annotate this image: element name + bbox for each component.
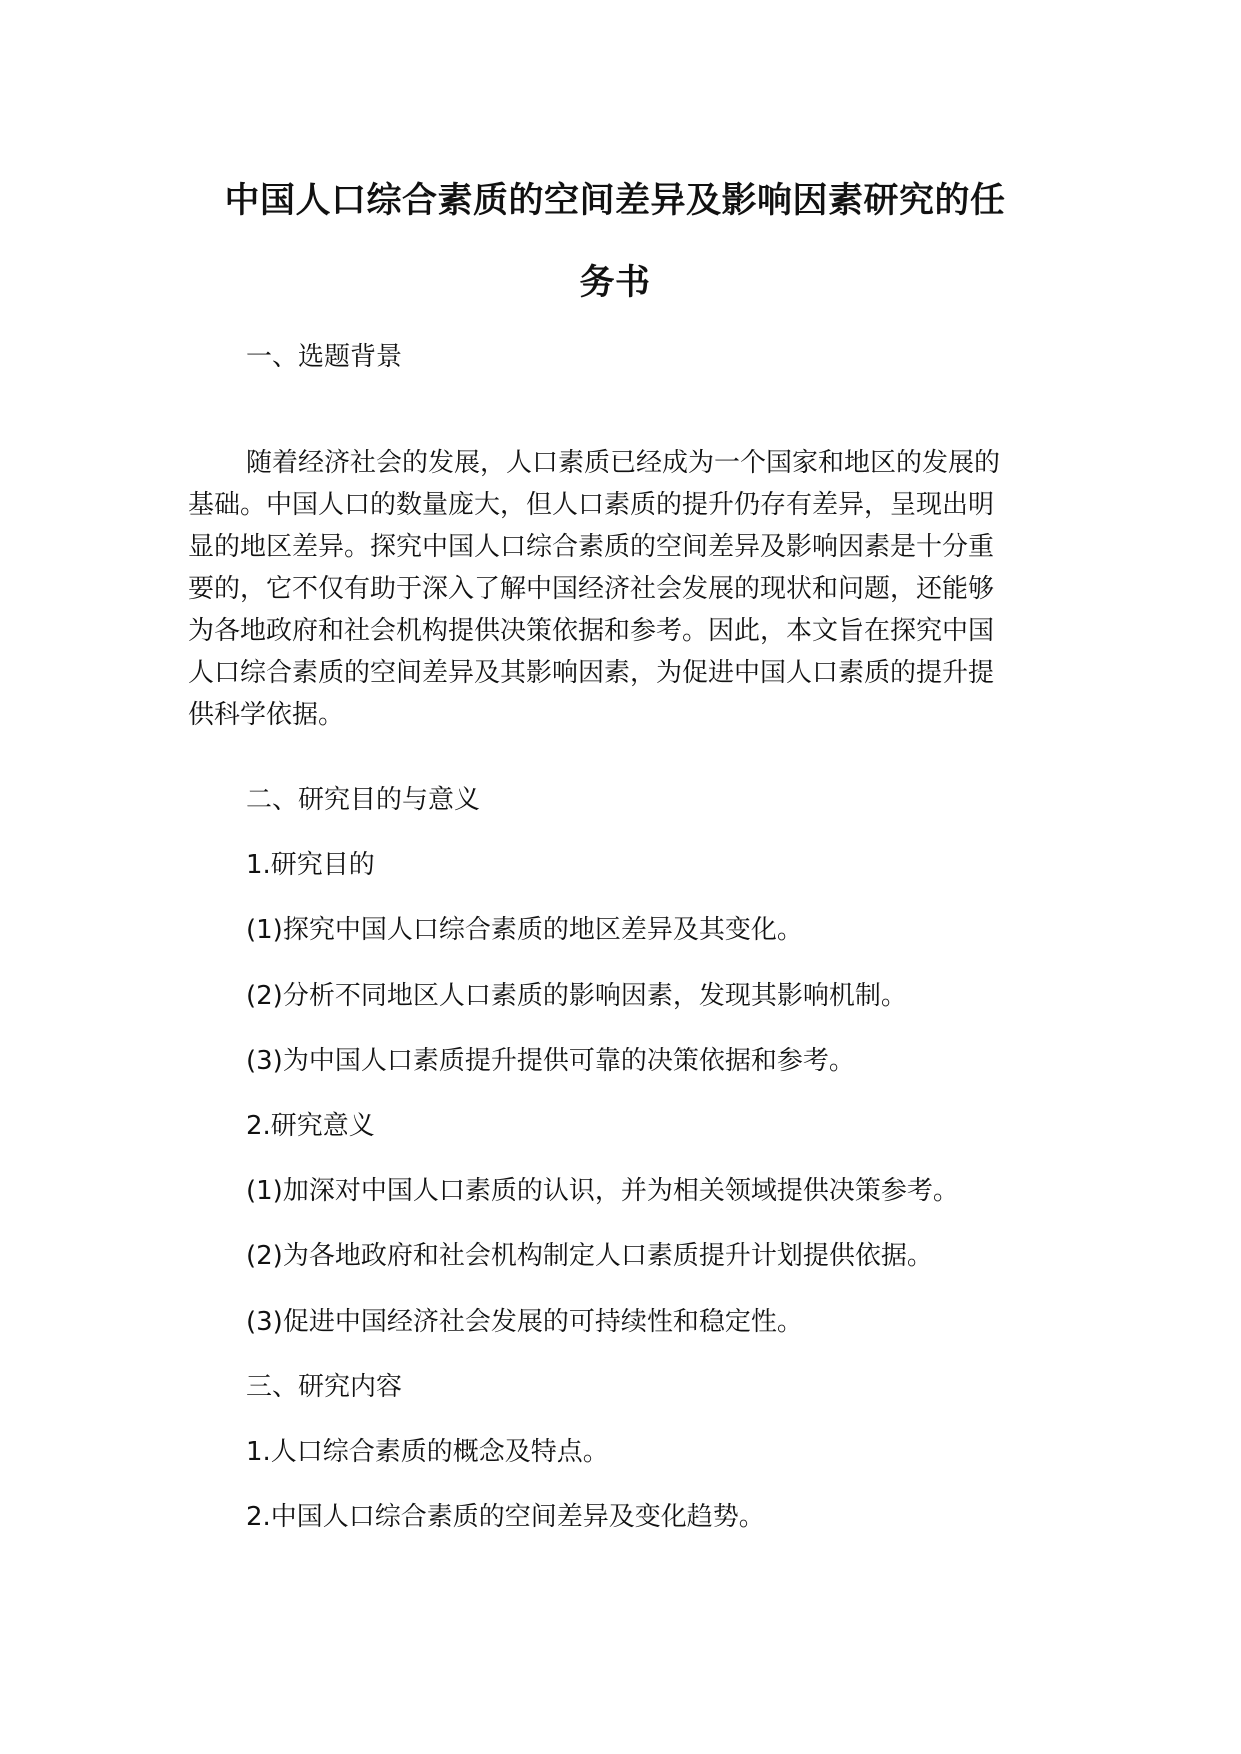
content-item: 1.人口综合素质的概念及特点。 [246, 1437, 609, 1467]
purpose-item: (2)分析不同地区人口素质的影响因素，发现其影响机制。 [246, 981, 907, 1011]
section-heading-background: 一、选题背景 [246, 342, 403, 372]
paragraph-line: 要的，它不仅有助于深入了解中国经济社会发展的现状和问题，还能够 [188, 574, 995, 604]
significance-item: (3)促进中国经济社会发展的可持续性和稳定性。 [246, 1307, 803, 1337]
document-title-line-1: 中国人口综合素质的空间差异及影响因素研究的任 [224, 181, 1006, 221]
content-item: 2.中国人口综合素质的空间差异及变化趋势。 [246, 1502, 765, 1532]
paragraph-line: 随着经济社会的发展，人口素质已经成为一个国家和地区的发展的 [246, 448, 1001, 478]
subheading-research-purpose: 1.研究目的 [246, 850, 375, 880]
section-heading-research-content: 三、研究内容 [246, 1372, 403, 1402]
document-title-line-2: 务书 [579, 263, 651, 303]
subheading-research-significance: 2.研究意义 [246, 1111, 375, 1141]
paragraph-line: 人口综合素质的空间差异及其影响因素，为促进中国人口素质的提升提 [188, 658, 995, 688]
paragraph-line: 显的地区差异。探究中国人口综合素质的空间差异及影响因素是十分重 [188, 532, 995, 562]
paragraph-line: 基础。中国人口的数量庞大，但人口素质的提升仍存有差异，呈现出明 [188, 490, 995, 520]
significance-item: (1)加深对中国人口素质的认识，并为相关领域提供决策参考。 [246, 1176, 959, 1206]
paragraph-line: 为各地政府和社会机构提供决策依据和参考。因此，本文旨在探究中国 [188, 616, 995, 646]
section-heading-purpose-significance: 二、研究目的与意义 [246, 785, 481, 815]
paragraph-line: 供科学依据。 [188, 700, 345, 730]
purpose-item: (3)为中国人口素质提升提供可靠的决策依据和参考。 [246, 1046, 855, 1076]
purpose-item: (1)探究中国人口综合素质的地区差异及其变化。 [246, 915, 803, 945]
significance-item: (2)为各地政府和社会机构制定人口素质提升计划提供依据。 [246, 1241, 933, 1271]
